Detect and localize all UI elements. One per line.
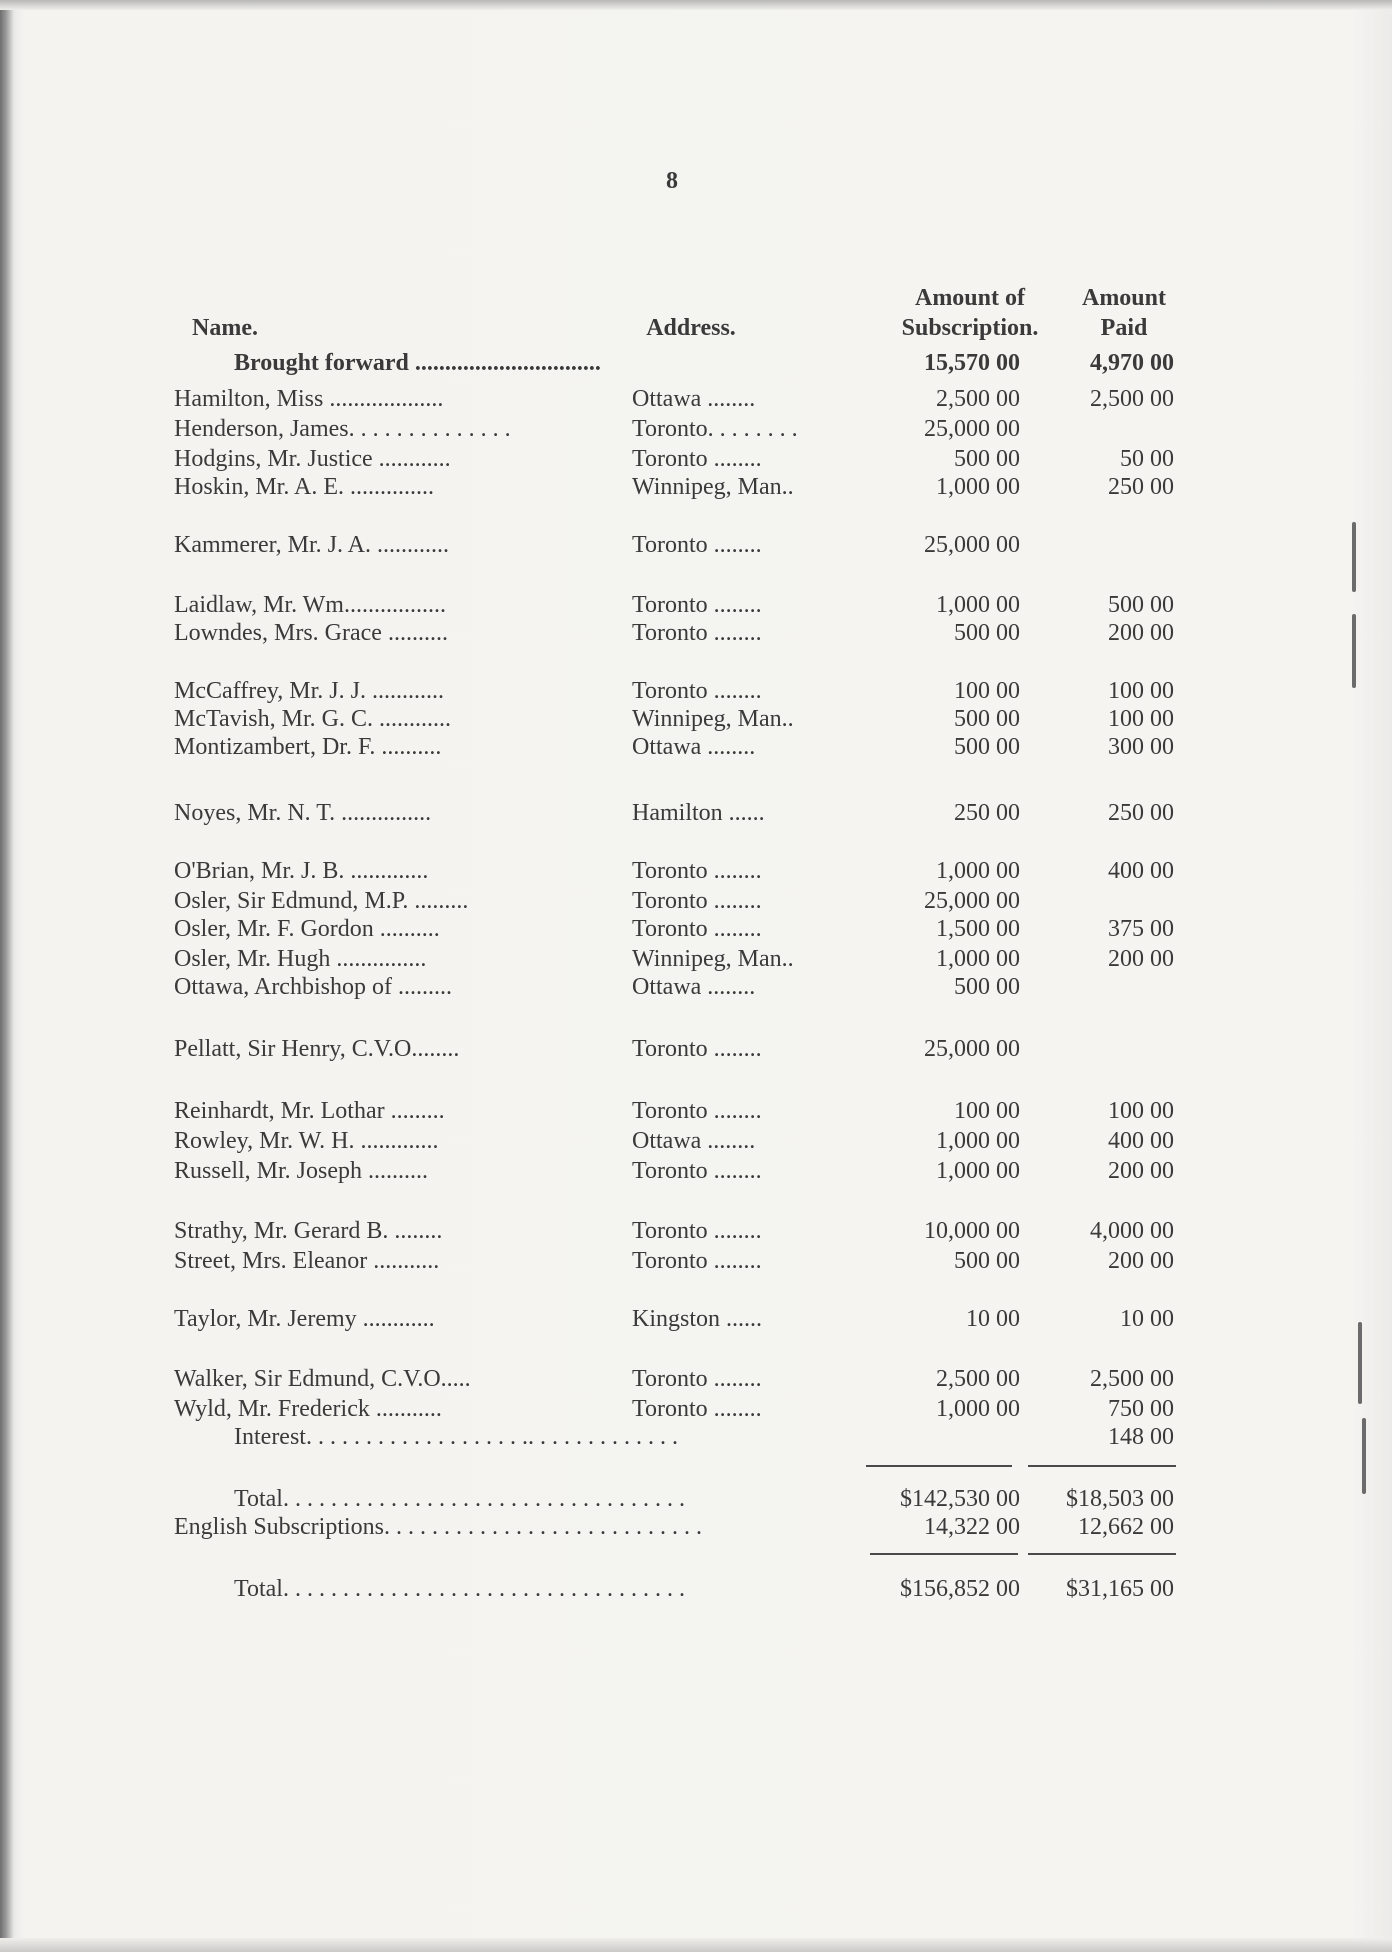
row-paid: 4,970 00	[1090, 350, 1174, 376]
row-paid: 300 00	[1108, 734, 1174, 760]
row-name: Hoskin, Mr. A. E. ..............	[174, 474, 435, 500]
row-name: Total. . . . . . . . . . . . . . . . . . . . . . . . . . . . . . . . . .	[234, 1486, 685, 1512]
row-name: Total. . . . . . . . . . . . . . . . . . . . . . . . . . . . . . . . . .	[234, 1576, 685, 1602]
table-row	[0, 798, 1392, 828]
row-name: Noyes, Mr. N. T. ...............	[174, 800, 432, 826]
header-subscription-line1: Amount of	[914, 285, 1025, 311]
table-row	[0, 472, 1392, 502]
row-paid: $18,503 00	[1066, 1486, 1174, 1512]
page-bottom-edge	[0, 1938, 1392, 1952]
table-row	[0, 414, 1392, 444]
row-subscription: 25,000 00	[924, 532, 1020, 558]
table-row	[0, 944, 1392, 974]
table-row	[0, 1364, 1392, 1394]
row-address: Toronto. . . . . . . .	[632, 416, 798, 442]
row-paid: 200 00	[1108, 946, 1174, 972]
row-paid: 148 00	[1108, 1424, 1174, 1450]
row-paid: 2,500 00	[1090, 386, 1174, 412]
row-name: Interest. . . . . . . . . . . . . . . . . . .. . . . . . . . . . . . .	[234, 1424, 678, 1450]
row-subscription: 1,500 00	[936, 916, 1020, 942]
row-subscription: 500 00	[954, 620, 1020, 646]
row-address: Ottawa ........	[632, 1128, 756, 1154]
table-row	[0, 530, 1392, 560]
row-address: Toronto ........	[632, 1218, 762, 1244]
row-paid: 200 00	[1108, 1248, 1174, 1274]
row-subscription: 14,322 00	[924, 1514, 1020, 1540]
row-paid: 375 00	[1108, 916, 1174, 942]
row-subscription: 1,000 00	[936, 1396, 1020, 1422]
row-paid: 200 00	[1108, 620, 1174, 646]
table-row	[0, 618, 1392, 648]
table-row	[0, 1512, 1392, 1542]
row-name: Rowley, Mr. W. H. .............	[174, 1128, 439, 1154]
rule-subtotal-subscription	[866, 1465, 1012, 1467]
row-subscription: 100 00	[954, 678, 1020, 704]
row-address: Toronto ........	[632, 592, 762, 618]
row-paid: 200 00	[1108, 1158, 1174, 1184]
row-name: Hamilton, Miss ...................	[174, 386, 444, 412]
table-row	[0, 444, 1392, 474]
row-name: Montizambert, Dr. F. ..........	[174, 734, 442, 760]
row-subscription: 1,000 00	[936, 1158, 1020, 1184]
row-paid: 4,000 00	[1090, 1218, 1174, 1244]
row-address: Toronto ........	[632, 1158, 762, 1184]
row-name: Pellatt, Sir Henry, C.V.O........	[174, 1036, 460, 1062]
table-row	[0, 1034, 1392, 1064]
row-subscription: $156,852 00	[900, 1576, 1020, 1602]
row-subscription: 500 00	[954, 974, 1020, 1000]
row-name: McTavish, Mr. G. C. ............	[174, 706, 451, 732]
row-address: Toronto ........	[632, 1098, 762, 1124]
row-subscription: 25,000 00	[924, 888, 1020, 914]
row-name: Osler, Mr. Hugh ...............	[174, 946, 427, 972]
row-subscription: 10,000 00	[924, 1218, 1020, 1244]
row-paid: 100 00	[1108, 678, 1174, 704]
row-paid: 12,662 00	[1078, 1514, 1174, 1540]
table-row	[0, 348, 1392, 378]
row-name: Walker, Sir Edmund, C.V.O.....	[174, 1366, 471, 1392]
row-subscription: $142,530 00	[900, 1486, 1020, 1512]
row-name: Lowndes, Mrs. Grace ..........	[174, 620, 448, 646]
row-paid: 400 00	[1108, 858, 1174, 884]
table-row	[0, 856, 1392, 886]
row-address: Ottawa ........	[632, 734, 756, 760]
table-row	[0, 732, 1392, 762]
margin-mark	[1362, 1418, 1366, 1494]
row-paid: 10 00	[1120, 1306, 1174, 1332]
row-address: Winnipeg, Man..	[632, 946, 794, 972]
row-address: Toronto ........	[632, 446, 762, 472]
row-subscription: 15,570 00	[924, 350, 1020, 376]
row-address: Winnipeg, Man..	[632, 706, 794, 732]
table-row	[0, 1304, 1392, 1334]
row-subscription: 500 00	[954, 734, 1020, 760]
row-name: Wyld, Mr. Frederick ...........	[174, 1396, 442, 1422]
table-row	[0, 1574, 1392, 1604]
row-name: Reinhardt, Mr. Lothar .........	[174, 1098, 445, 1124]
row-name: Brought forward ...............................	[234, 350, 601, 376]
row-name: Kammerer, Mr. J. A. ............	[174, 532, 450, 558]
row-name: Strathy, Mr. Gerard B. ........	[174, 1218, 443, 1244]
header-paid-line2: Paid	[1100, 315, 1148, 341]
table-row	[0, 704, 1392, 734]
row-address: Toronto ........	[632, 916, 762, 942]
row-paid: 250 00	[1108, 474, 1174, 500]
row-paid: 400 00	[1108, 1128, 1174, 1154]
row-name: McCaffrey, Mr. J. J. ............	[174, 678, 444, 704]
row-name: Russell, Mr. Joseph ..........	[174, 1158, 429, 1184]
table-row	[0, 1422, 1392, 1452]
row-paid: $31,165 00	[1066, 1576, 1174, 1602]
rule-total-subscription	[870, 1553, 1018, 1555]
row-name: English Subscriptions. . . . . . . . . . . . . . . . . . . . . . . . . . .	[174, 1514, 703, 1540]
row-name: Ottawa, Archbishop of .........	[174, 974, 452, 1000]
table-row	[0, 1394, 1392, 1424]
row-subscription: 25,000 00	[924, 1036, 1020, 1062]
row-subscription: 500 00	[954, 446, 1020, 472]
row-subscription: 500 00	[954, 706, 1020, 732]
row-paid: 2,500 00	[1090, 1366, 1174, 1392]
table-row	[0, 590, 1392, 620]
row-paid: 500 00	[1108, 592, 1174, 618]
page-top-edge	[0, 0, 1392, 10]
row-subscription: 1,000 00	[936, 1128, 1020, 1154]
row-address: Toronto ........	[632, 1036, 762, 1062]
table-row	[0, 1126, 1392, 1156]
row-subscription: 1,000 00	[936, 592, 1020, 618]
row-subscription: 1,000 00	[936, 946, 1020, 972]
row-name: Henderson, James. . . . . . . . . . . . . .	[174, 416, 511, 442]
table-row	[0, 1096, 1392, 1126]
row-address: Toronto ........	[632, 1248, 762, 1274]
row-subscription: 250 00	[954, 800, 1020, 826]
table-row	[0, 972, 1392, 1002]
rule-subtotal-paid	[1028, 1465, 1176, 1467]
table-row	[0, 676, 1392, 706]
row-paid: 100 00	[1108, 1098, 1174, 1124]
row-address: Winnipeg, Man..	[632, 474, 794, 500]
table-row	[0, 914, 1392, 944]
header-name: Name.	[192, 315, 258, 341]
row-address: Toronto ........	[632, 888, 762, 914]
row-name: Osler, Sir Edmund, M.P. .........	[174, 888, 469, 914]
table-row	[0, 384, 1392, 414]
table-row	[0, 1156, 1392, 1186]
margin-mark	[1352, 614, 1356, 688]
row-subscription: 1,000 00	[936, 858, 1020, 884]
row-name: O'Brian, Mr. J. B. .............	[174, 858, 429, 884]
row-subscription: 2,500 00	[936, 1366, 1020, 1392]
row-subscription: 500 00	[954, 1248, 1020, 1274]
row-address: Toronto ........	[632, 1366, 762, 1392]
row-paid: 50 00	[1120, 446, 1174, 472]
table-row	[0, 1246, 1392, 1276]
row-address: Toronto ........	[632, 858, 762, 884]
margin-mark	[1352, 522, 1356, 592]
row-paid: 750 00	[1108, 1396, 1174, 1422]
row-name: Taylor, Mr. Jeremy ............	[174, 1306, 435, 1332]
row-name: Laidlaw, Mr. Wm.................	[174, 592, 446, 618]
row-paid: 100 00	[1108, 706, 1174, 732]
header-address: Address.	[646, 315, 736, 341]
row-subscription: 25,000 00	[924, 416, 1020, 442]
row-name: Hodgins, Mr. Justice ............	[174, 446, 451, 472]
row-subscription: 1,000 00	[936, 474, 1020, 500]
header-subscription-line2: Subscription.	[901, 315, 1039, 341]
row-address: Toronto ........	[632, 1396, 762, 1422]
row-address: Toronto ........	[632, 620, 762, 646]
row-address: Hamilton ......	[632, 800, 765, 826]
row-name: Street, Mrs. Eleanor ...........	[174, 1248, 440, 1274]
row-name: Osler, Mr. F. Gordon ..........	[174, 916, 440, 942]
header-paid-line1: Amount	[1081, 285, 1166, 311]
table-row	[0, 886, 1392, 916]
margin-mark	[1358, 1322, 1362, 1404]
row-address: Ottawa ........	[632, 386, 756, 412]
rule-total-paid	[1028, 1553, 1176, 1555]
row-subscription: 2,500 00	[936, 386, 1020, 412]
table-row	[0, 1484, 1392, 1514]
row-address: Ottawa ........	[632, 974, 756, 1000]
row-paid: 250 00	[1108, 800, 1174, 826]
row-subscription: 100 00	[954, 1098, 1020, 1124]
row-subscription: 10 00	[966, 1306, 1020, 1332]
row-address: Toronto ........	[632, 678, 762, 704]
row-address: Kingston ......	[632, 1306, 763, 1332]
table-row	[0, 1216, 1392, 1246]
page-number: 8	[666, 168, 678, 194]
row-address: Toronto ........	[632, 532, 762, 558]
